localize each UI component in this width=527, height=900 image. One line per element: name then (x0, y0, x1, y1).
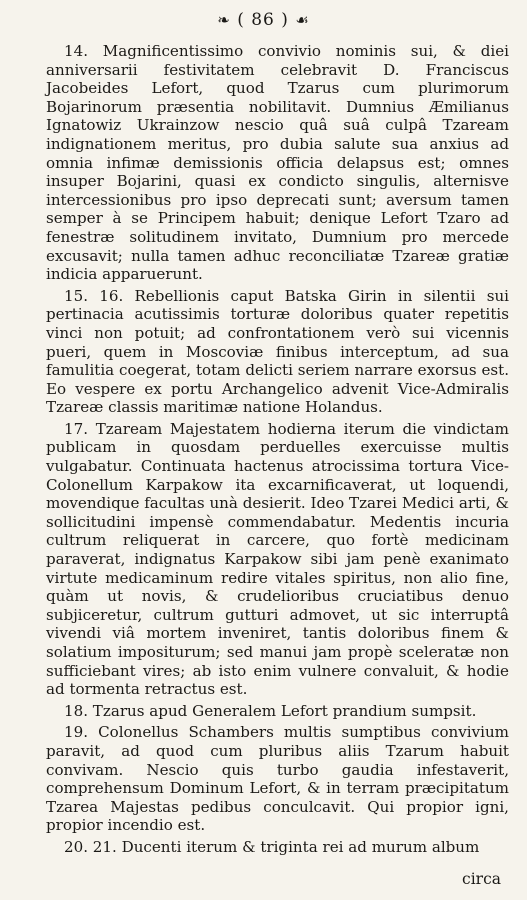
catchword: circa (462, 870, 501, 888)
page-number: ( 86 ) (237, 10, 289, 30)
entry-14: 14. Magnificentissimo convivio nominis sui, & diei anniversarii festivitatem celebravit D. Franciscus Jacobeides Lefort, quod Tzarus cum plurimorum Bojarinorum præsentia nobilitavit. Dumnius Æmilianus Ignatowiz Ukrainzow nescio quâ suâ culpâ Tzaream indignationem meritus, pro dubia salute sua anxius ad omnia infimæ demissionis officia delapsus est; omnes insuper Bojarini, quasi ex condicto singulis, alternisve intercessionibus pro ipso deprecati sunt; aversum tamen semper à se Principem habuit; denique Lefort Tzaro ad fenestræ solitudinem invitato, Dumnium pro mercede excusavit; nulla tamen adhuc reconciliatæ Tzareæ gratiæ indicia apparuerunt. (46, 42, 509, 284)
right-ornament-icon: ☙ (295, 11, 310, 29)
entry-20-21: 20. 21. Ducenti iterum & triginta rei ad murum album (64, 837, 480, 856)
entry-15-16: 15. 16. Rebellionis caput Batska Girin in silentii sui pertinacia acutissimis torturæ doloribus quater repetitis vinci non potuit; ad confrontationem verò sui vicennis pueri, quem in Moscoviæ finibus interceptum, ad sua famulitia coegerat, totam delicti seriem narrare exorsus est. Eo vespere ex portu Archangelico advenit Vice-Admiralis Tzareæ classis maritimæ natione Holandus. (46, 286, 509, 417)
page-header (0, 10, 527, 30)
left-ornament-icon: ❧ (217, 11, 231, 29)
entry-19: 19. Colonellus Schambers multis sumptibus convivium paravit, ad quod cum pluribus aliis Tzarum habuit convivam. Nescio quis turbo gaudia infestaverit, comprehensum Dominum Lefort, & in terram præcipitatum Tzarea Majestas pedibus conculcavit. Qui propior igni, propior incendio est. (46, 723, 509, 835)
entry-18: 18. Tzarus apud Generalem Lefort prandium sumpsit. (64, 701, 477, 720)
entry-17: 17. Tzaream Majestatem hodierna iterum die vindictam publicam in quosdam perduelles exercuisse multis vulgabatur. Continuata hactenus atrocissima tortura Vice-Colonellum Karpakow ita excarnificaverat, ut loquendi, movendique facultas unà desierit. Ideo Tzarei Medici arti, & sollicitudini impensè commendabatur. Medentis incuria cultrum reliquerat in carcere, quo fortè medicinam paraverat, indignatus Karpakow sibi jam penè exanimato virtute medicaminum redire vitales spiritus, non alio fine, quàm ut novis, & crudelioribus cruciatibus denuo subjiceretur, cultrum gutturi admovet, ut sic interruptâ vivendi viâ mortem inveniret, tantis doloribus finem & solatium impositurum; sed manui jam propè sceleratæ non sufficiebant vires; ab isto enim vulnere convaluit, & hodie ad tormenta retractus est. (46, 419, 509, 699)
